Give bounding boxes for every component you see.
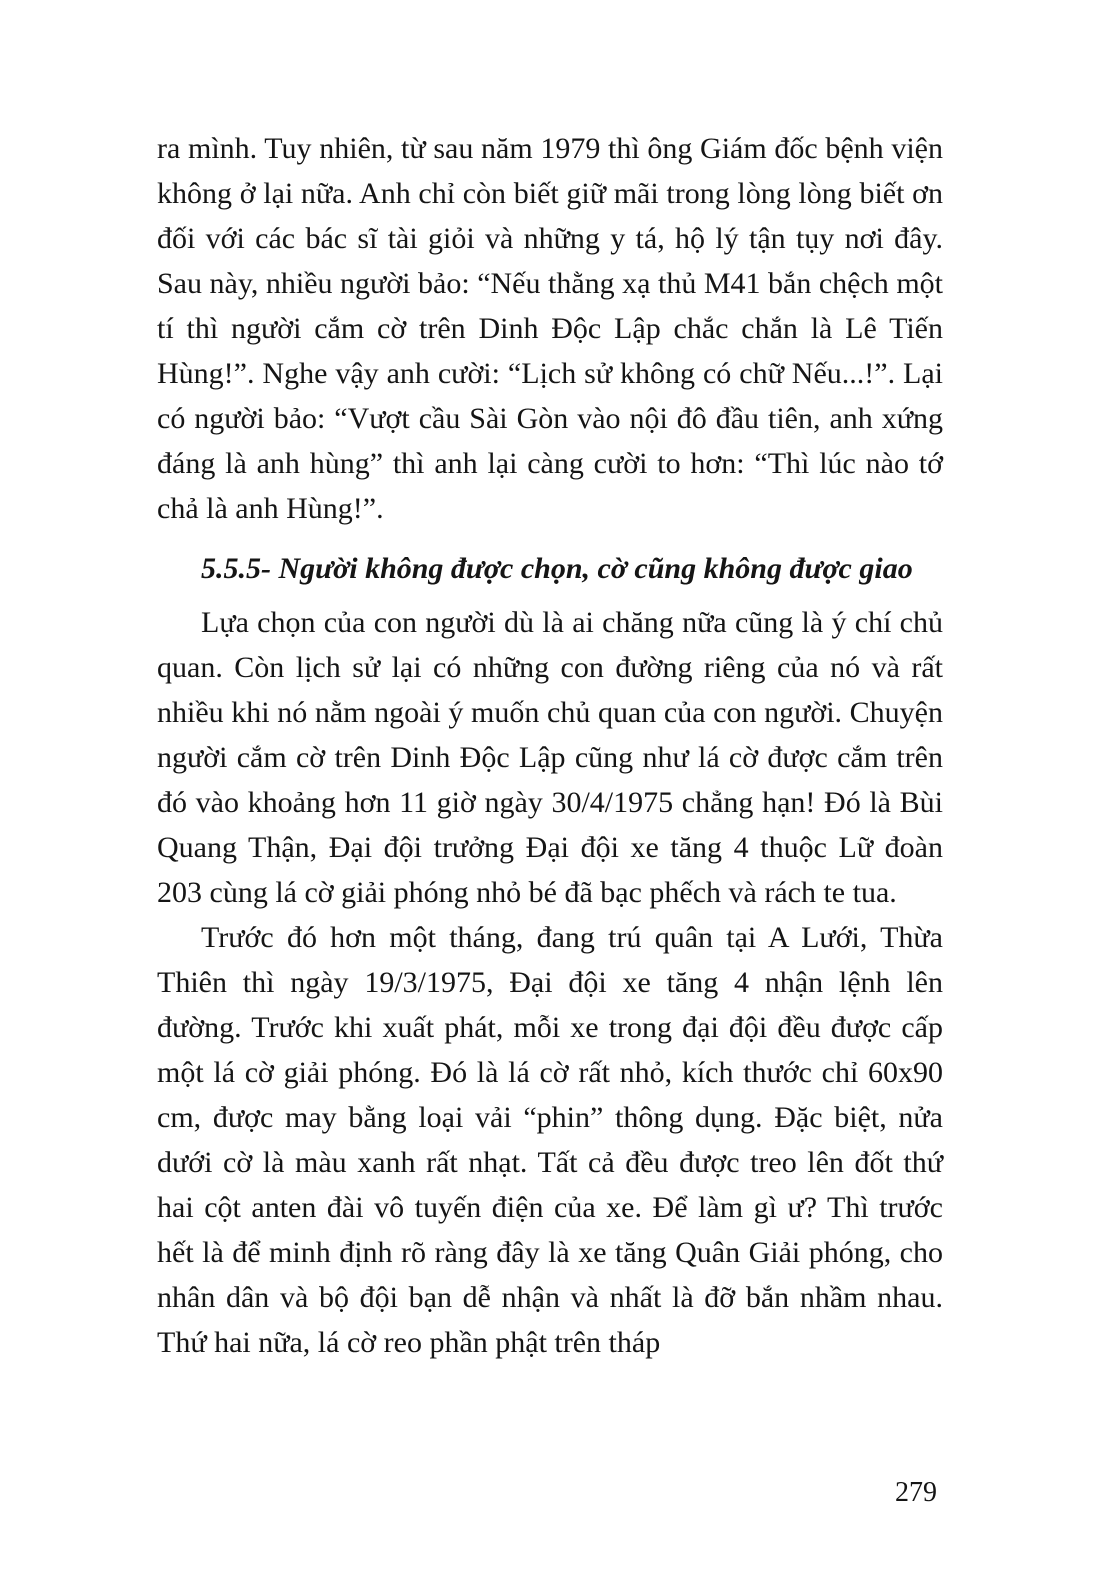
paragraph: Lựa chọn của con người dù là ai chăng nữa cũng là ý chí chủ quan. Còn lịch sử lại có những con đường riêng của nó và rất nhiều khi nó nằm ngoài ý muốn chủ quan của con người. Chuyện người cắm cờ trên Dinh Độc Lập cũng như lá cờ được cắm trên đó vào khoảng hơn 11 giờ ngày 30/4/1975 chẳng hạn! Đó là Bùi Quang Thận, Đại đội trưởng Đại đội xe tăng 4 thuộc Lữ đoàn 203 cùng lá cờ giải phóng nhỏ bé đã bạc phếch và rách te tua.	[157, 606, 943, 909]
page-number: 279	[895, 1477, 937, 1508]
section-heading: 5.5.5- Người không được chọn, cờ cũng không được giao	[201, 552, 913, 585]
paragraph-continuation: ra mình. Tuy nhiên, từ sau năm 1979 thì ông Giám đốc bệnh viện không ở lại nữa. Anh chỉ còn biết giữ mãi trong lòng lòng biết ơn đối với các bác sĩ tài giỏi và những y tá, hộ lý tận tụy nơi đây. Sau này, nhiều người bảo: “Nếu thằng xạ thủ M41 bắn chệch một tí thì người cắm cờ trên Dinh Độc Lập chắc chắn là Lê Tiến Hùng!”. Nghe vậy anh cười: “Lịch sử không có chữ Nếu...!”. Lại có người bảo: “Vượt cầu Sài Gòn vào nội đô đầu tiên, anh xứng đáng là anh hùng” thì anh lại càng cười to hơn: “Thì lúc nào tớ chả là anh Hùng!”.	[157, 132, 943, 525]
paragraph: Trước đó hơn một tháng, đang trú quân tại A Lưới, Thừa Thiên thì ngày 19/3/1975, Đại đội xe tăng 4 nhận lệnh lên đường. Trước khi xuất phát, mỗi xe trong đại đội đều được cấp một lá cờ giải phóng. Đó là lá cờ rất nhỏ, kích thước chỉ 60x90 cm, được may bằng loại vải “phin” thông dụng. Đặc biệt, nửa dưới cờ là màu xanh rất nhạt. Tất cả đều được treo lên đốt thứ hai cột anten đài vô tuyến điện của xe. Để làm gì ư? Thì trước hết là để minh định rõ ràng đây là xe tăng Quân Giải phóng, cho nhân dân và bộ đội bạn dễ nhận và nhất là đỡ bắn nhầm nhau. Thứ hai nữa, lá cờ reo phần phật trên tháp	[157, 921, 943, 1359]
page-text-block	[157, 126, 943, 1365]
